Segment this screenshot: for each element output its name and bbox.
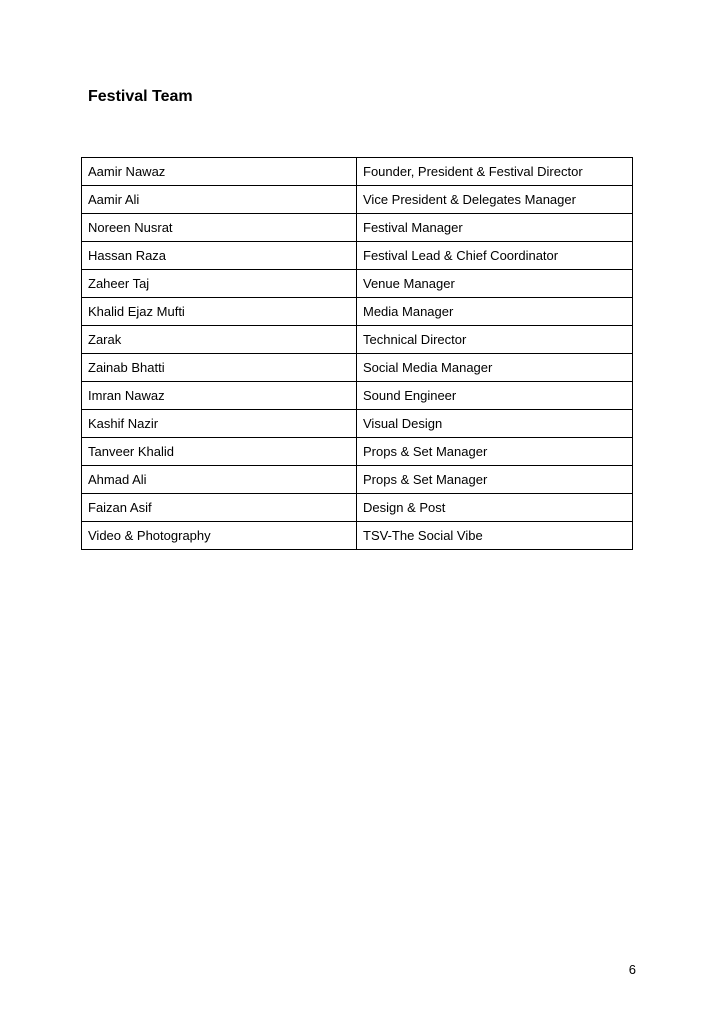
member-role: Venue Manager — [357, 270, 633, 298]
member-name: Video & Photography — [82, 522, 357, 550]
member-role: TSV-The Social Vibe — [357, 522, 633, 550]
member-role: Props & Set Manager — [357, 466, 633, 494]
member-name: Aamir Ali — [82, 186, 357, 214]
table-row — [82, 522, 633, 550]
page-number: 6 — [628, 962, 636, 977]
member-name: Faizan Asif — [82, 494, 357, 522]
page-title: Festival Team — [88, 88, 193, 105]
team-table — [81, 157, 633, 550]
member-name: Zarak — [82, 326, 357, 354]
table-row — [82, 382, 633, 410]
member-role: Festival Lead & Chief Coordinator — [357, 242, 633, 270]
member-role: Social Media Manager — [357, 354, 633, 382]
member-role: Design & Post — [357, 494, 633, 522]
member-role: Festival Manager — [357, 214, 633, 242]
member-name: Noreen Nusrat — [82, 214, 357, 242]
table-row — [82, 158, 633, 186]
member-role: Founder, President & Festival Director — [357, 158, 633, 186]
member-name: Zaheer Taj — [82, 270, 357, 298]
table-row — [82, 326, 633, 354]
table-row — [82, 438, 633, 466]
table-row — [82, 466, 633, 494]
table-row — [82, 270, 633, 298]
table-row — [82, 354, 633, 382]
member-name: Hassan Raza — [82, 242, 357, 270]
member-role: Media Manager — [357, 298, 633, 326]
member-role: Props & Set Manager — [357, 438, 633, 466]
member-name: Kashif Nazir — [82, 410, 357, 438]
member-name: Ahmad Ali — [82, 466, 357, 494]
member-name: Zainab Bhatti — [82, 354, 357, 382]
member-name: Khalid Ejaz Mufti — [82, 298, 357, 326]
member-role: Sound Engineer — [357, 382, 633, 410]
member-name: Tanveer Khalid — [82, 438, 357, 466]
member-role: Visual Design — [357, 410, 633, 438]
member-name: Imran Nawaz — [82, 382, 357, 410]
table-row — [82, 298, 633, 326]
table-row — [82, 242, 633, 270]
table-row — [82, 186, 633, 214]
table-row — [82, 410, 633, 438]
table-row — [82, 494, 633, 522]
table-row — [82, 214, 633, 242]
member-name: Aamir Nawaz — [82, 158, 357, 186]
member-role: Vice President & Delegates Manager — [357, 186, 633, 214]
member-role: Technical Director — [357, 326, 633, 354]
